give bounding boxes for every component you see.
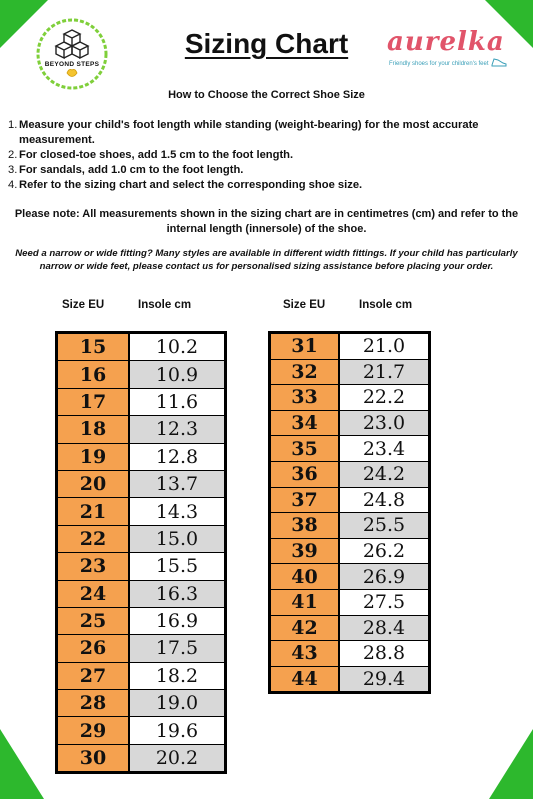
table-row	[270, 359, 430, 385]
size-eu-cell: 19	[57, 443, 130, 470]
step-item: 4. Refer to the sizing chart and select the corresponding shoe size.	[8, 179, 363, 191]
step-item: 3. For sandals, add 1.0 cm to the foot length.	[8, 164, 244, 176]
table-row	[270, 564, 430, 590]
corner-decoration-bottom-left	[0, 729, 44, 799]
table-row	[270, 615, 430, 641]
size-eu-cell: 16	[57, 361, 130, 388]
size-eu-cell: 36	[270, 461, 340, 487]
table-row	[270, 487, 430, 513]
size-eu-cell: 39	[270, 538, 340, 564]
shoe-icon	[491, 56, 507, 68]
insole-cm-cell: 28.4	[339, 615, 430, 641]
table-row	[270, 666, 430, 693]
size-eu-cell: 35	[270, 436, 340, 462]
insole-cm-cell: 16.9	[129, 607, 226, 634]
insole-cm-cell: 17.5	[129, 635, 226, 662]
table-row	[57, 553, 226, 580]
table-row	[57, 525, 226, 552]
table-row	[57, 607, 226, 634]
table-row	[57, 662, 226, 689]
size-eu-cell: 43	[270, 641, 340, 667]
size-eu-cell: 31	[270, 333, 340, 360]
insole-cm-cell: 12.3	[129, 416, 226, 443]
insole-cm-cell: 28.8	[339, 641, 430, 667]
table-row	[270, 333, 430, 360]
size-eu-cell: 38	[270, 513, 340, 539]
insole-cm-cell: 22.2	[339, 385, 430, 411]
table-row	[57, 717, 226, 744]
size-eu-cell: 27	[57, 662, 130, 689]
insole-cm-cell: 16.3	[129, 580, 226, 607]
insole-cm-cell: 18.2	[129, 662, 226, 689]
size-eu-cell: 22	[57, 525, 130, 552]
corner-decoration-bottom-right	[489, 729, 533, 799]
step-item: 1. Measure your child's foot length while standing (weight-bearing) for the most accurate measurement.	[8, 119, 479, 146]
table-row	[270, 385, 430, 411]
insole-cm-cell: 15.0	[129, 525, 226, 552]
table-row	[270, 513, 430, 539]
insole-cm-cell: 10.2	[129, 333, 226, 361]
size-eu-cell: 18	[57, 416, 130, 443]
insole-cm-cell: 26.2	[339, 538, 430, 564]
size-eu-cell: 17	[57, 388, 130, 415]
page-title: Sizing Chart	[184, 28, 349, 59]
table-row	[57, 388, 226, 415]
aurelka-logo	[383, 27, 509, 77]
size-eu-cell: 34	[270, 410, 340, 436]
size-eu-cell: 32	[270, 359, 340, 385]
column-header-size-left: Size EU	[62, 299, 105, 311]
insole-cm-cell: 24.2	[339, 461, 430, 487]
beyond-steps-text: BEYOND STEPS	[44, 61, 100, 68]
size-eu-cell: 41	[270, 589, 340, 615]
insole-cm-cell: 13.7	[129, 470, 226, 497]
table-row	[270, 589, 430, 615]
size-eu-cell: 28	[57, 690, 130, 717]
insole-cm-cell: 11.6	[129, 388, 226, 415]
table-row	[270, 641, 430, 667]
size-table-left	[55, 331, 227, 774]
table-row	[57, 470, 226, 497]
table-row	[57, 580, 226, 607]
insole-cm-cell: 10.9	[129, 361, 226, 388]
instructions-heading: How to Choose the Correct Shoe Size	[168, 89, 365, 101]
insole-cm-cell: 24.8	[339, 487, 430, 513]
column-header-insole-left: Insole cm	[138, 299, 192, 311]
table-row	[270, 538, 430, 564]
size-eu-cell: 15	[57, 333, 130, 361]
size-eu-cell: 24	[57, 580, 130, 607]
insole-cm-cell: 25.5	[339, 513, 430, 539]
aurelka-tagline: Friendly shoes for your children's feet	[389, 61, 489, 67]
insole-cm-cell: 14.3	[129, 498, 226, 525]
column-header-size-right: Size EU	[283, 299, 326, 311]
size-table-right	[268, 331, 431, 694]
size-eu-cell: 29	[57, 717, 130, 744]
size-eu-cell: 30	[57, 744, 130, 772]
size-eu-cell: 26	[57, 635, 130, 662]
fitting-note: Need a narrow or wide fitting? Many styles are available in different width fittings. If your child has particularly narrow or wide feet, please contact us for personalised sizing assistance before placing your order.	[15, 248, 518, 272]
insole-cm-cell: 21.7	[339, 359, 430, 385]
insole-cm-cell: 15.5	[129, 553, 226, 580]
column-header-insole-right: Insole cm	[359, 299, 413, 311]
size-eu-cell: 37	[270, 487, 340, 513]
measurement-note: Please note: All measurements shown in the sizing chart are in centimetres (cm) and refer to the internal length (innersole) of the shoe.	[14, 208, 519, 235]
size-eu-cell: 21	[57, 498, 130, 525]
table-row	[57, 333, 226, 361]
size-eu-cell: 23	[57, 553, 130, 580]
size-eu-cell: 44	[270, 666, 340, 693]
table-row	[57, 443, 226, 470]
aurelka-wordmark: aurelka	[387, 27, 505, 57]
instruction-steps	[8, 118, 523, 193]
size-eu-cell: 40	[270, 564, 340, 590]
insole-cm-cell: 20.2	[129, 744, 226, 772]
insole-cm-cell: 12.8	[129, 443, 226, 470]
table-row	[270, 410, 430, 436]
insole-cm-cell: 21.0	[339, 333, 430, 360]
table-row	[57, 690, 226, 717]
table-row	[57, 744, 226, 772]
table-row	[57, 361, 226, 388]
insole-cm-cell: 23.0	[339, 410, 430, 436]
insole-cm-cell: 27.5	[339, 589, 430, 615]
insole-cm-cell: 29.4	[339, 666, 430, 693]
table-row	[57, 498, 226, 525]
insole-cm-cell: 19.0	[129, 690, 226, 717]
insole-cm-cell: 23.4	[339, 436, 430, 462]
table-row	[270, 461, 430, 487]
table-row	[57, 416, 226, 443]
table-row	[270, 436, 430, 462]
insole-cm-cell: 19.6	[129, 717, 226, 744]
insole-cm-cell: 26.9	[339, 564, 430, 590]
size-eu-cell: 33	[270, 385, 340, 411]
table-row	[57, 635, 226, 662]
size-eu-cell: 25	[57, 607, 130, 634]
step-item: 2. For closed-toe shoes, add 1.5 cm to the foot length.	[8, 149, 294, 161]
size-eu-cell: 20	[57, 470, 130, 497]
size-eu-cell: 42	[270, 615, 340, 641]
